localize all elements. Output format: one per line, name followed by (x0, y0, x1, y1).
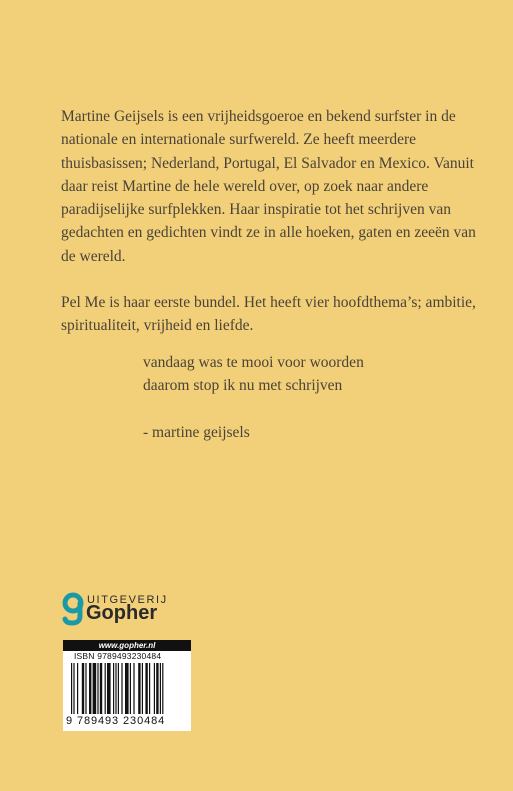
poem-excerpt (143, 351, 463, 444)
publisher-url: www.gopher.nl (63, 640, 191, 651)
poem-line-2: daarom stop ik nu met schrijven (143, 377, 343, 395)
isbn-label: ISBN 9789493230484 (74, 651, 162, 661)
poem-line-1: vandaag was te mooi voor woorden (143, 354, 364, 371)
poem-signature: - martine geijsels (143, 423, 250, 441)
back-cover-blurb (61, 105, 481, 361)
publisher-logo (62, 592, 202, 630)
publisher-name: Gopher (86, 602, 158, 624)
barcode-digits: 9 789493 230484 (66, 715, 166, 727)
publisher-label: UITGEVERIJ (87, 594, 168, 606)
blurb-paragraph-author-bio: Martine Geijsels is een vrijheidsgoeroe en bekend surfster in de nationale en internationale surfwereld. Ze heeft meerdere thuisbasissen; Nederland, Portugal, El Salvador en Mexico. Vanuit daar reist Martine de hele wereld over, op zoek naar andere paradijselijke surfplekken. Haar inspiratie tot het schrijven van gedachten en gedichten vindt ze in alle hoeken, gaten en zeeën van de wereld. (61, 108, 476, 265)
isbn-barcode (63, 640, 191, 731)
barcode-bars (71, 663, 183, 714)
gopher-g-logo-icon (62, 592, 84, 626)
blurb-paragraph-book-description: Pel Me is haar eerste bundel. Het heeft vier hoofdthema’s; ambitie, spiritualiteit, vrijheid en liefde. (61, 294, 476, 335)
